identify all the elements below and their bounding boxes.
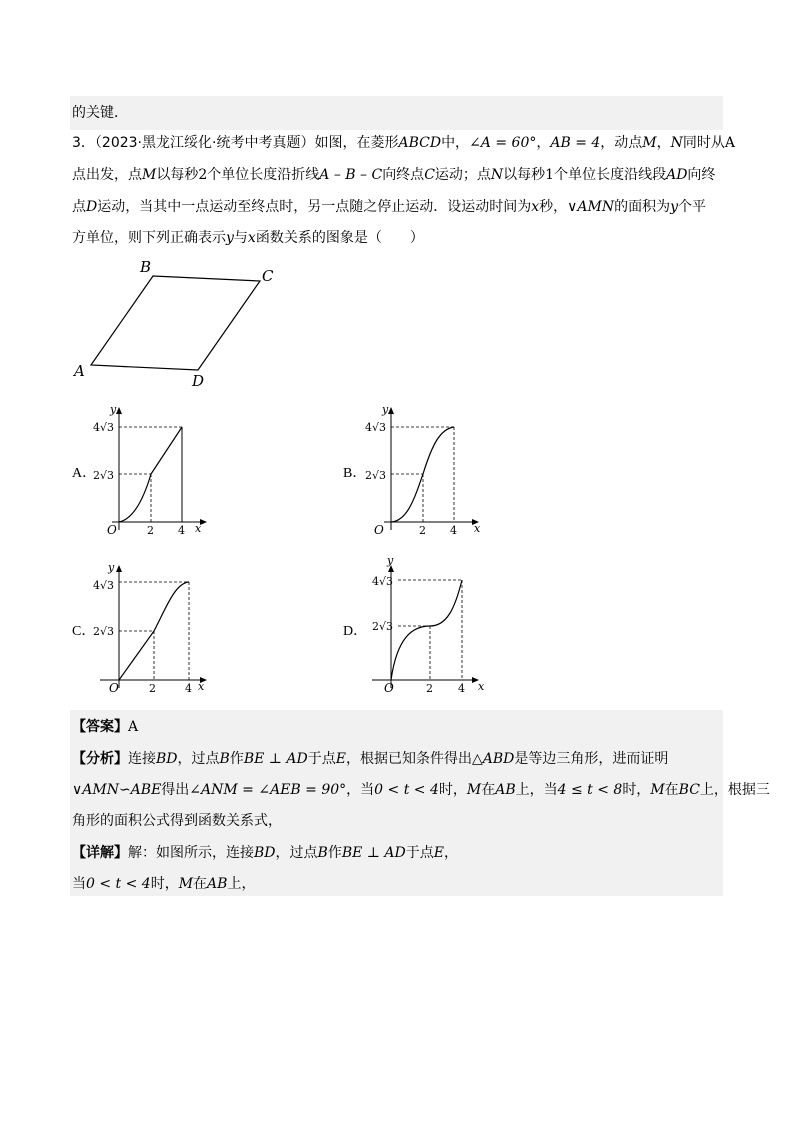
- tick-x-mid: 2: [149, 682, 156, 695]
- answer-tag: 【答案】: [72, 719, 128, 735]
- analysis-line-2: ∨AMN∽ABE得出∠ANM = ∠AEB = 90°，当0 < t < 4时，M在AB上，当4 ≤ t < 8时，M在BC上，根据三: [72, 782, 770, 798]
- y-axis-label: y: [108, 561, 115, 574]
- vertex-label-c: C: [262, 267, 274, 285]
- function-curve: [391, 580, 462, 680]
- previous-tail: 的关键．: [72, 105, 128, 121]
- tick-x-end: 4: [178, 524, 185, 537]
- y-axis-arrow: [116, 407, 122, 414]
- detail-line-2: 当0 < t < 4时，M在AB上，: [72, 876, 256, 892]
- tick-y-mid: 2√3: [365, 469, 387, 482]
- analysis-tag: 【分析】: [72, 751, 128, 767]
- y-axis-label: y: [387, 554, 394, 567]
- option-d-label[interactable]: D．: [343, 624, 368, 639]
- question-line-3: 点D运动，当其中一点运动至终点时，另一点随之停止运动．设运动时间为x秒，∨AMN的面积为y个平: [72, 199, 707, 215]
- x-axis-label: x: [478, 680, 485, 693]
- tick-y-mid: 2√3: [372, 620, 394, 633]
- option-b-graph[interactable]: [362, 400, 492, 540]
- option-a-graph[interactable]: [90, 400, 220, 540]
- y-axis-arrow: [388, 407, 394, 414]
- tick-x-mid: 2: [147, 524, 154, 537]
- tick-y-top: 4√3: [93, 421, 115, 434]
- tick-y-mid: 2√3: [93, 469, 115, 482]
- analysis-line-3: 角形的面积公式得到函数关系式，: [72, 813, 282, 829]
- analysis-line-1: 【分析】连接BD，过点B作BE ⊥ AD于点E，根据已知条件得出△ABD是等边三角形，进而证明: [72, 751, 669, 767]
- function-curve: [119, 427, 182, 522]
- y-axis-label: y: [382, 403, 389, 416]
- tick-x-end: 4: [185, 682, 192, 695]
- rhombus-figure: [70, 256, 290, 392]
- detail-tag: 【详解】: [72, 845, 128, 861]
- tick-x-end: 4: [458, 682, 465, 695]
- question-source: （2023·黑龙江绥化·统考中考真题）: [94, 135, 315, 151]
- y-axis-label: y: [110, 403, 117, 416]
- tick-x-mid: 2: [419, 524, 426, 537]
- tick-y-top: 4√3: [372, 575, 394, 588]
- tick-x-end: 4: [450, 524, 457, 537]
- question-line-1: 3．（2023·黑龙江绥化·统考中考真题）如图，在菱形ABCD中，∠A = 60°，AB = 4，动点M，N同时从A: [72, 135, 736, 151]
- answer-line: [72, 718, 138, 736]
- x-axis-label: x: [198, 680, 205, 693]
- origin-label: O: [107, 523, 117, 537]
- question-line-2: 点出发，点M以每秒2个单位长度沿折线A – B – C向终点C运动；点N以每秒1个单位长度沿线段AD向终: [72, 167, 716, 183]
- option-b-label[interactable]: B．: [343, 466, 367, 481]
- option-d-graph[interactable]: [362, 554, 492, 698]
- tick-y-top: 4√3: [365, 421, 387, 434]
- origin-label: O: [374, 523, 384, 537]
- x-axis-label: x: [195, 522, 202, 535]
- option-c-label[interactable]: C．: [72, 624, 96, 639]
- x-axis-label: x: [474, 522, 481, 535]
- shade-top: [70, 96, 723, 130]
- tick-y-top: 4√3: [93, 579, 115, 592]
- option-a-label[interactable]: A．: [72, 466, 97, 481]
- origin-label: O: [384, 681, 394, 695]
- vertex-label-b: B: [140, 258, 152, 276]
- answer-value: A: [128, 719, 139, 735]
- vertex-label-a: A: [74, 362, 85, 380]
- origin-label: O: [109, 681, 119, 695]
- rhombus-shape: [91, 276, 260, 370]
- question-number: 3．: [72, 135, 95, 151]
- y-axis-arrow: [116, 565, 122, 572]
- shade-solution: [70, 710, 723, 896]
- vertex-label-d: D: [192, 372, 205, 390]
- question-line-4: 方单位，则下列正确表示y与x函数关系的图象是（ ）: [72, 230, 424, 246]
- tick-x-mid: 2: [426, 682, 433, 695]
- tick-y-mid: 2√3: [93, 625, 115, 638]
- function-curve: [391, 427, 454, 522]
- detail-line-1: 【详解】解：如图所示，连接BD，过点B作BE ⊥ AD于点E，: [72, 845, 458, 861]
- option-c-graph[interactable]: [90, 558, 220, 698]
